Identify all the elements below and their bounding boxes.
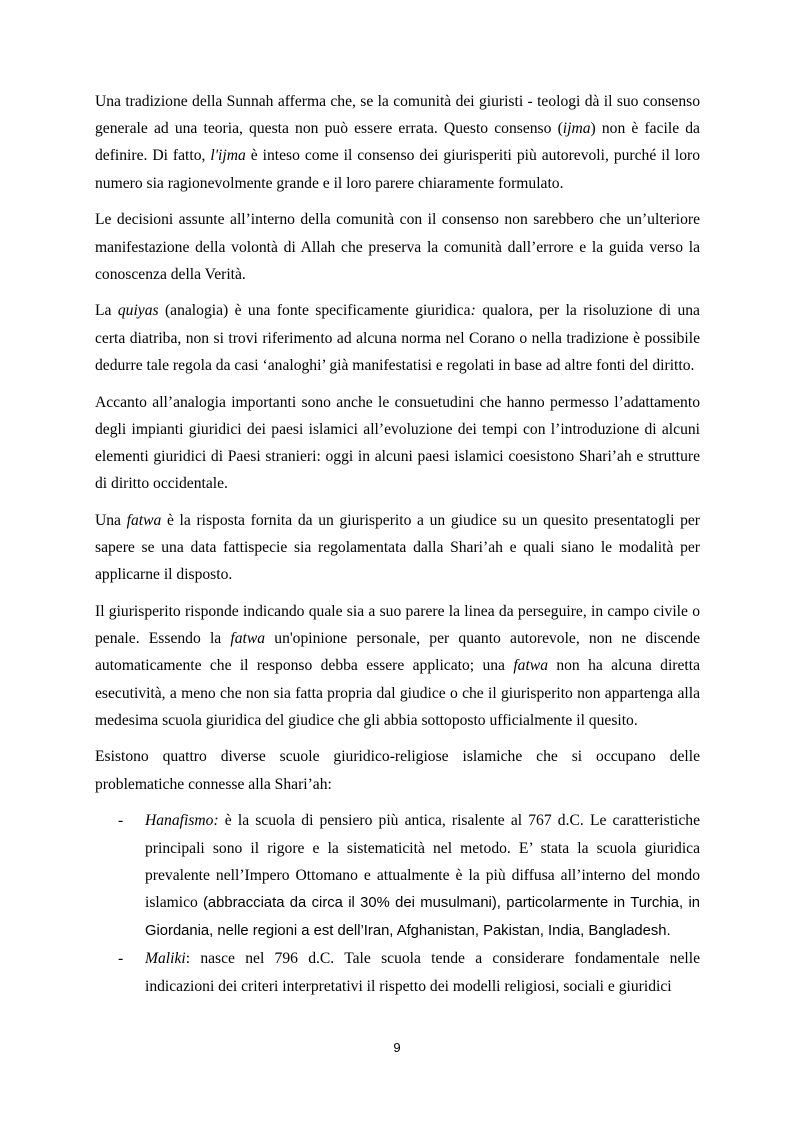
paragraph (95, 88, 700, 197)
paragraph (95, 297, 700, 379)
body-text: Una tradizione della Sunnah afferma che, se la comunità dei giuristi - teologi dà il suo consenso generale ad una teoria, questa non può essere errata. Questo consenso ( (95, 93, 700, 138)
emphasis-text: : (470, 302, 476, 320)
body-text: Accanto all’analogia importanti sono anche le consuetudini che hanno permesso l’adattamento degli impianti giuridici dei paesi islamici all’evoluzione dei tempi con l’introduzione di alcuni elementi giuridici di Paesi stranieri: oggi in alcuni paesi islamici coesistono Shari’ah e strutture di diritto occidentale. (95, 393, 700, 493)
body-text: è inteso come il consenso dei giurisperiti più autorevoli, purché il loro numero sia ragionevolmente grande e il loro parere chiaramente formulato. (95, 147, 700, 192)
body-text: Il giurisperito risponde indicando quale sia a suo parere la linea da perseguire, in campo civile o penale. Essendo la (95, 602, 700, 648)
emphasis-text: fatwa (513, 657, 548, 675)
body-text: (analogia) è una fonte specificamente giuridica (158, 302, 471, 320)
emphasis-text: l'ijma (210, 147, 246, 165)
schools-list (95, 807, 700, 999)
list-item (95, 807, 700, 945)
page-number: 9 (393, 1040, 401, 1055)
emphasis-text: quiyas (117, 302, 159, 320)
body-text: ) non è facile da definire. Di fatto, (95, 120, 700, 165)
list-item (95, 945, 700, 999)
paragraph-list (95, 88, 700, 798)
paragraph (95, 507, 700, 589)
paragraph (95, 598, 700, 734)
paragraph (95, 206, 700, 288)
document-body (95, 88, 700, 1000)
paragraph (95, 389, 700, 498)
list-bullet: - (118, 950, 124, 968)
body-text: Una (95, 511, 127, 529)
body-text: un'opinione personale, per quanto autorevole, non ne discende automaticamente che il responso debba essere applicato; una (95, 630, 700, 675)
list-bullet: - (118, 812, 124, 830)
paragraph (95, 743, 700, 797)
emphasis-text: Hanafismo: (145, 812, 219, 830)
body-text: non ha alcuna diretta esecutività, a meno che non sia fatta propria dal giudice o che il giurisperito non appartenga alla medesima scuola giuridica del giudice che gli abbia sottoposto ufficialmente il quesito. (95, 657, 700, 729)
body-text: è la risposta fornita da un giurisperito a un giudice su un quesito presentatogli per sapere se una data fattispecie sia regolamentata dalla Shari’ah e quali siano le modalità per applicarne il disposto. (95, 511, 700, 584)
emphasis-text: Maliki (145, 950, 186, 968)
body-text: La (95, 302, 118, 320)
body-text: Esistono quattro diverse scuole giuridico-religiose islamiche che si occupano delle problematiche connesse alla Shari’ah: (95, 748, 700, 793)
body-text: (abbracciata da circa il 30% dei musulmani), particolarmente in Turchia, in Giordania, nelle regioni a est dell’Iran, Afghanistan, Pakistan, India, Bangladesh. (145, 894, 701, 940)
body-text: qualora, per la risoluzione di una certa diatriba, non si trovi riferimento ad alcuna norma nel Corano o nella tradizione è possibile dedurre tale regola da casi ‘analoghi’ già manifestatisi e regolati in base ad altre fonti del diritto. (95, 302, 700, 374)
emphasis-text: fatwa (230, 630, 266, 648)
emphasis-text: ijma (562, 120, 591, 138)
body-text: : nasce nel 796 d.C. Tale scuola tende a considerare fondamentale nelle indicazioni dei criteri interpretativi il rispetto dei modelli religiosi, sociali e giuridici (145, 950, 700, 995)
body-text: è la scuola di pensiero più antica, risalente al 767 d.C. Le caratteristiche principali sono il rigore e la sistematicità nel metodo. E’ stata la scuola giuridica prevalente nell’Impero Ottomano e attualmente è la più diffusa all’interno del mondo islamico (145, 812, 700, 911)
body-text: Le decisioni assunte all’interno della comunità con il consenso non sarebbero che un’ulteriore manifestazione della volontà di Allah che preserva la comunità dall’errore e la guida verso la conoscenza della Verità. (95, 211, 700, 283)
emphasis-text: fatwa (126, 511, 162, 529)
